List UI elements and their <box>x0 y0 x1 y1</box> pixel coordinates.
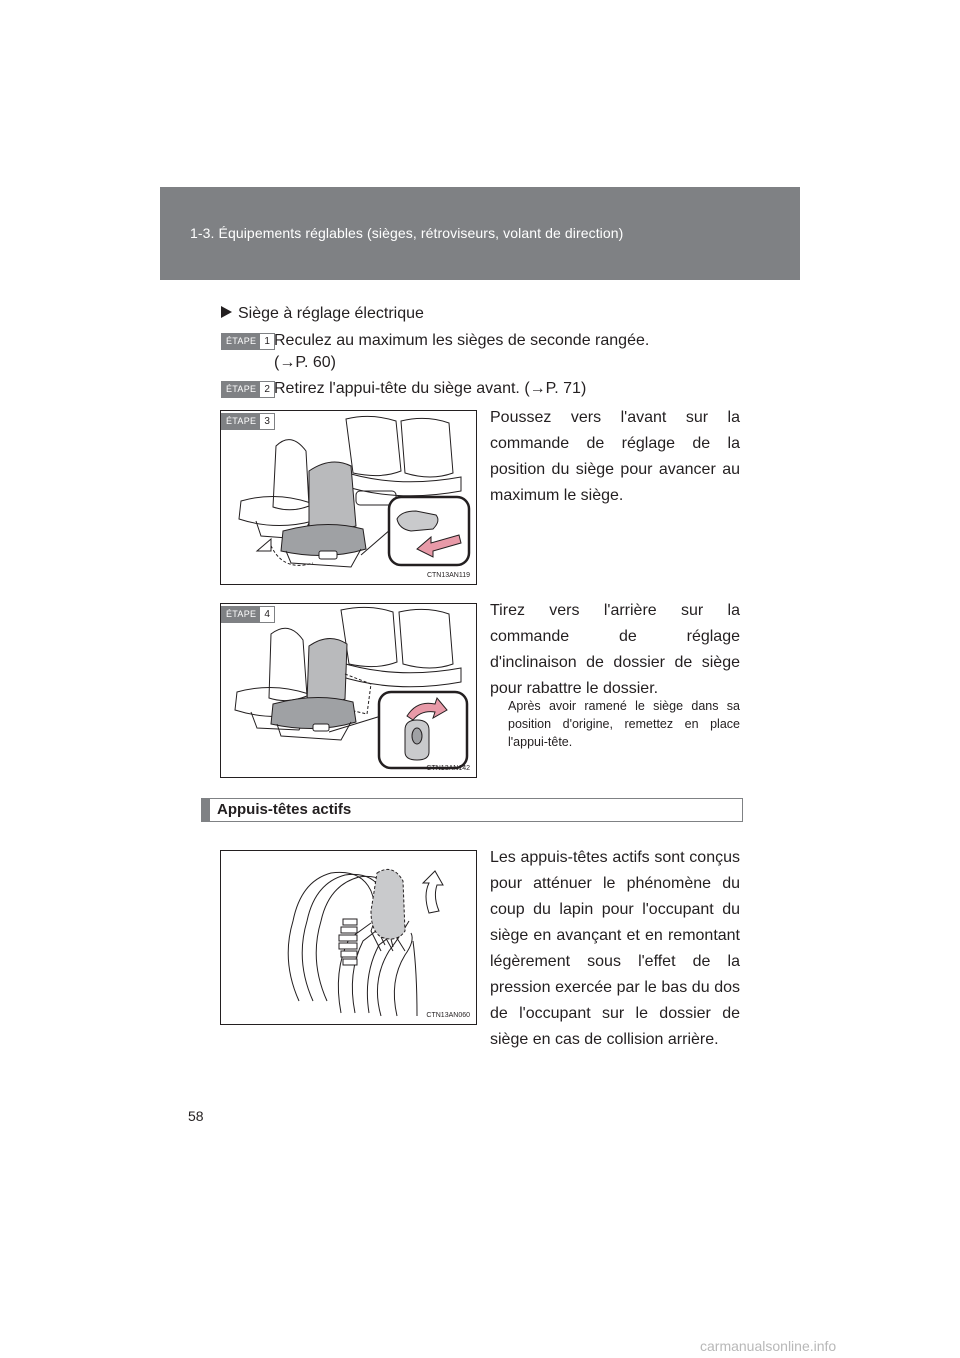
section-text: Les appuis-têtes actifs sont conçus pour atténuer le phénomène du coup du lapin pour l'occupant du siège en avançant et en remontant légèrement sous l'effet de la pression exercée par le bas du dos de l'occupant sur le dossier de siège en cas de collision arrière. <box>490 849 740 1048</box>
watermark: carmanualsonline.info <box>700 1338 837 1354</box>
step-4-figure <box>220 603 477 778</box>
step-3-figure <box>220 410 477 585</box>
triangle-bullet-icon <box>221 306 232 318</box>
active-headrest-illustration <box>221 851 476 1024</box>
figure-code: CTN13AN060 <box>426 1012 470 1019</box>
step-3-text: Poussez vers l'avant sur la commande de réglage de la position du siège pour avancer au maximum le siège. <box>490 409 740 504</box>
subsection-title: Siège à réglage électrique <box>238 305 424 322</box>
chapter-title: 1-3. Équipements réglables (sièges, rétroviseurs, volant de direction) <box>190 225 624 241</box>
seat-recline-illustration <box>221 604 476 777</box>
step-3-badge: ÉTAPE 3 <box>221 413 275 430</box>
section-title: Appuis-têtes actifs <box>217 801 352 818</box>
active-headrest-figure <box>220 850 477 1025</box>
step-2-badge: ÉTAPE 2 <box>221 381 275 398</box>
step-4-badge: ÉTAPE 4 <box>221 606 275 623</box>
subsection-heading <box>221 305 424 323</box>
step-2-text: Retirez l'appui-tête du siège avant. (→P. 71) <box>274 380 587 397</box>
section-heading <box>201 798 743 822</box>
chapter-header <box>160 187 800 280</box>
step-1-reference-link[interactable]: (→P. 60) <box>274 354 336 371</box>
section-accent <box>202 799 210 821</box>
step-1-text: Reculez au maximum les sièges de seconde rangée. <box>274 332 650 349</box>
page-number: 58 <box>188 1108 204 1124</box>
figure-code: CTN13AN119 <box>426 572 470 579</box>
step-1-badge: ÉTAPE 1 <box>221 333 275 350</box>
figure-code: CTN13AN142 <box>426 765 470 772</box>
step-4-text: Tirez vers l'arrière sur la commande de réglage d'inclinaison de dossier de siège pour rabattre le dossier. <box>490 602 740 697</box>
step-4-note: Après avoir ramené le siège dans sa position d'origine, remettez en place l'appui-tête. <box>508 699 740 749</box>
seat-slide-illustration <box>221 411 476 584</box>
